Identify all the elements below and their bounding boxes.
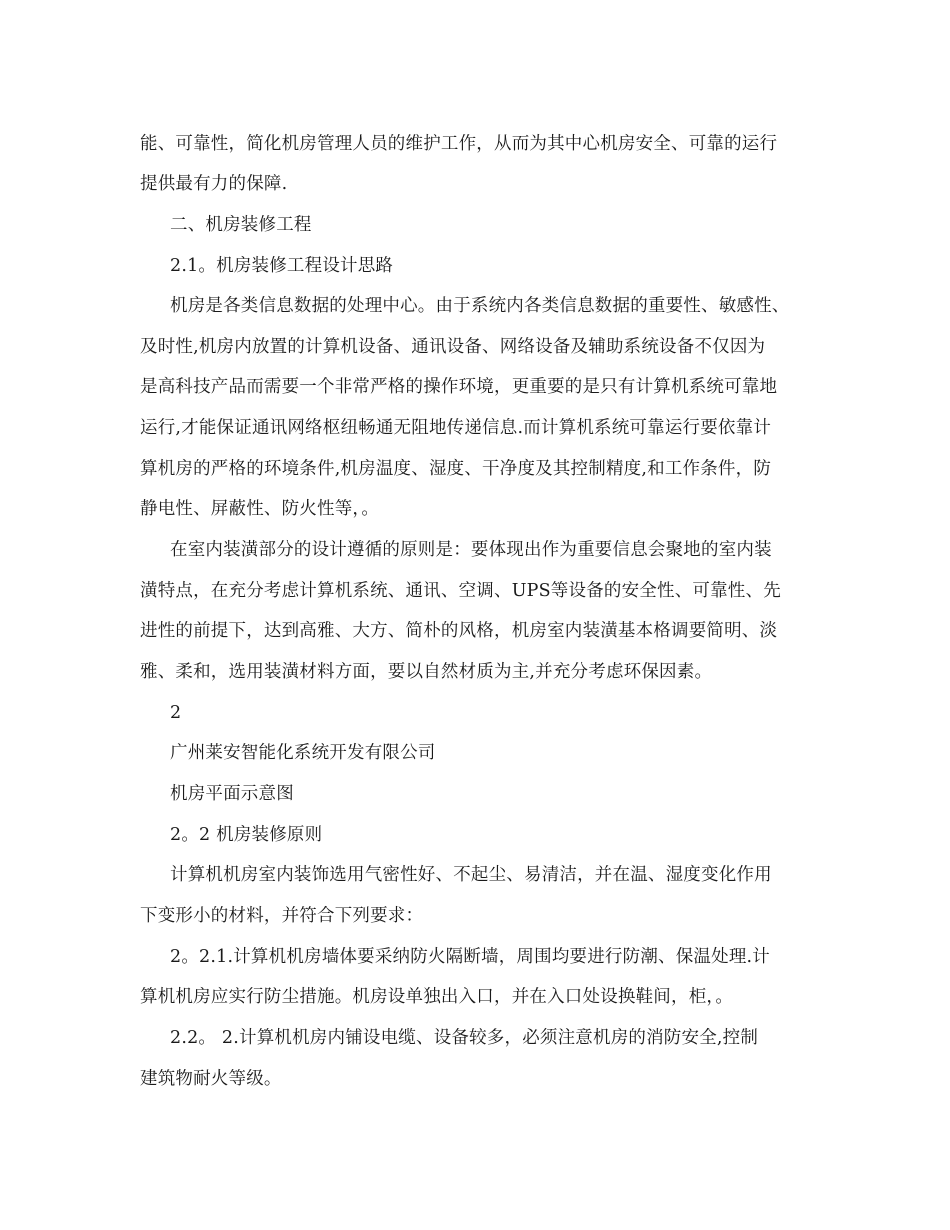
text-line: 建筑物耐火等级。	[140, 1069, 282, 1089]
subsection-heading: 2。2 机房装修原则	[170, 825, 323, 845]
text-line: 2。2.1.计算机机房墙体要采纳防火隔断墙，周围均要进行防潮、保温处理.计	[170, 947, 770, 967]
company-name: 广州莱安智能化系统开发有限公司	[170, 743, 436, 763]
text-line: 能、可靠性，简化机房管理人员的维护工作，从而为其中心机房安全、可靠的运行	[140, 134, 778, 154]
text-line: 算机房的严格的环境条件,机房温度、湿度、干净度及其控制精度,和工作条件，防	[140, 459, 772, 479]
text-line: 提供最有力的保障.	[140, 174, 288, 194]
text-line: 下变形小的材料，并符合下列要求：	[140, 906, 424, 926]
text-line: 在室内装潢部分的设计遵循的原则是：要体现出作为重要信息会聚地的室内装	[170, 540, 772, 560]
text-line: 进性的前提下，达到高雅、大方、简朴的风格，机房室内装潢基本格调要简明、淡	[140, 621, 778, 641]
text-line: 2.2。 2.计算机机房内铺设电缆、设备较多，必须注意机房的消防安全,控制	[170, 1028, 759, 1048]
text-line: 机房是各类信息数据的处理中心。由于系统内各类信息数据的重要性、敏感性、	[170, 296, 790, 316]
text-line: 潢特点，在充分考虑计算机系统、通讯、空调、UPS等设备的安全性、可靠性、先	[140, 581, 781, 601]
text-line: 计算机机房室内装饰选用气密性好、不起尘、易清洁，并在温、湿度变化作用	[170, 865, 772, 885]
text-line: 及时性,机房内放置的计算机设备、通讯设备、网络设备及辅助系统设备不仅因为	[140, 337, 766, 357]
text-line: 雅、柔和，选用装潢材料方面，要以自然材质为主,并充分考虑环保因素。	[140, 662, 713, 682]
subsection-heading: 2.1。机房装修工程设计思路	[170, 256, 394, 276]
text-line: 静电性、屏蔽性、防火性等，。	[140, 499, 380, 519]
page-number: 2	[170, 703, 182, 723]
figure-caption: 机房平面示意图	[170, 784, 294, 804]
text-line: 运行,才能保证通讯网络枢纽畅通无阻地传递信息.而计算机系统可靠运行要依靠计	[140, 418, 772, 438]
text-line: 是高科技产品而需要一个非常严格的操作环境，更重要的是只有计算机系统可靠地	[140, 377, 778, 397]
text-line: 算机机房应实行防尘措施。机房设单独出入口，并在入口处设换鞋间，柜，。	[140, 987, 734, 1007]
section-heading: 二、机房装修工程	[170, 215, 312, 235]
